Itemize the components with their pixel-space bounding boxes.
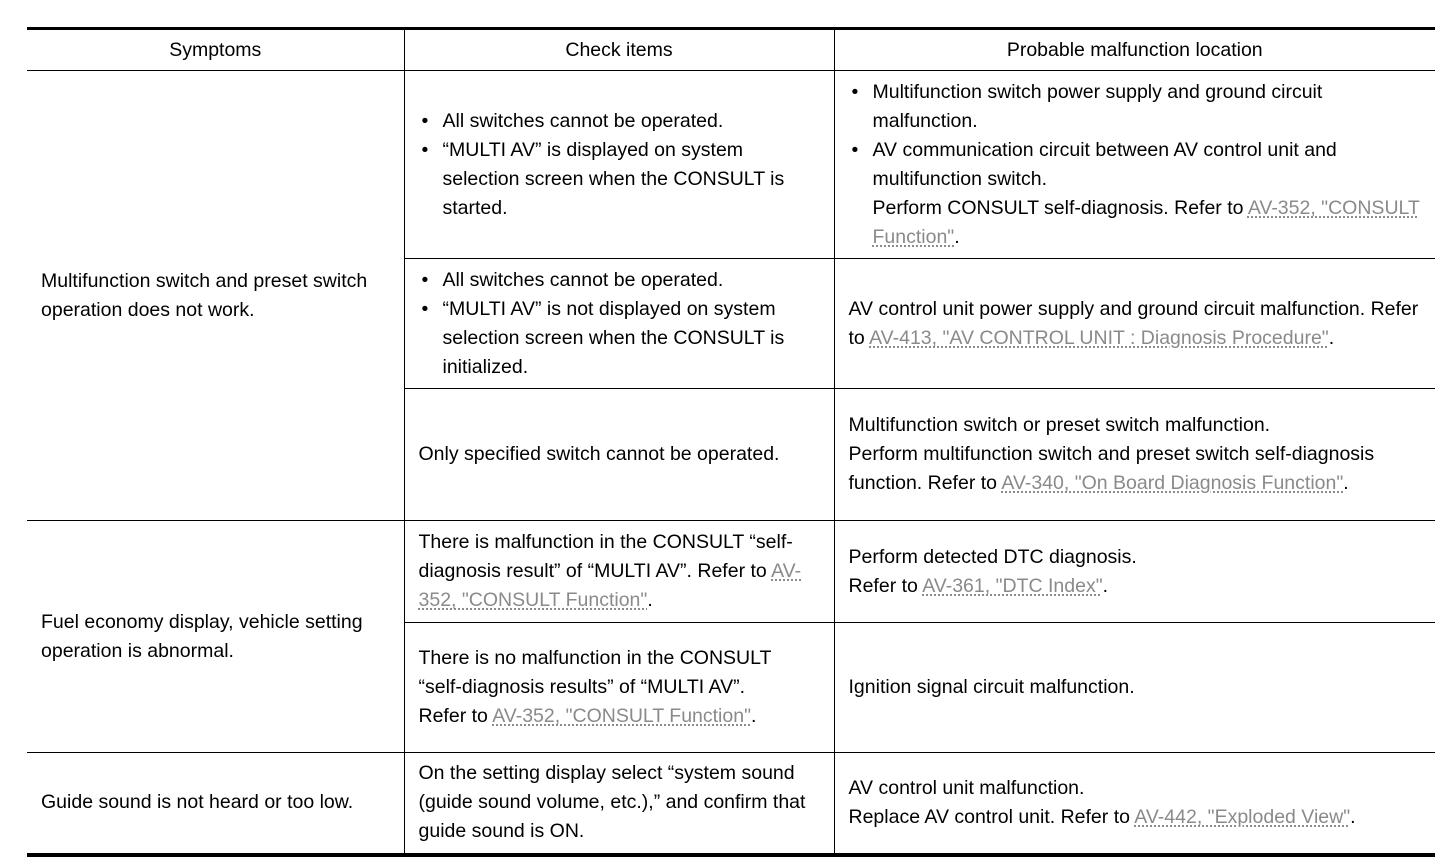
list-item xyxy=(849,136,1422,252)
symptom-cell: Multifunction switch and preset switch operation does not work. xyxy=(27,71,404,521)
header-probable-location: Probable malfunction location xyxy=(834,29,1435,71)
check-items-cell: Only specified switch cannot be operated. xyxy=(404,389,834,521)
check-text: There is no malfunction in the CONSULT “self-diagnosis results” of “MULTI AV”. xyxy=(418,647,772,698)
punctuation: . xyxy=(751,705,757,727)
reference-link[interactable]: AV-352, "CONSULT Function" xyxy=(872,196,1420,248)
reference-link[interactable]: AV-361, "DTC Index" xyxy=(922,574,1103,597)
location-cell xyxy=(834,521,1435,623)
check-items-cell: On the setting display select “system sound (guide sound volume, etc.),” and confirm that guide sound is ON. xyxy=(404,753,834,855)
table-row xyxy=(27,753,1435,855)
table-row xyxy=(27,71,1435,259)
list-item: • “MULTI AV” is displayed on system selection screen when the CONSULT is started. xyxy=(419,136,820,223)
check-text: There is malfunction in the CONSULT “self-diagnosis result” of “MULTI AV”. xyxy=(418,531,793,582)
location-text: AV control unit power supply and ground circuit malfunction. Refer to xyxy=(848,297,1419,349)
check-items-cell xyxy=(404,521,834,623)
check-items-cell xyxy=(404,623,834,753)
symptom-cell: Fuel economy display, vehicle setting operation is abnormal. xyxy=(27,521,404,753)
location-line: Perform detected DTC diagnosis. xyxy=(848,545,1137,568)
reference-link[interactable]: AV-442, "Exploded View" xyxy=(1134,805,1351,828)
symptom-cell: Guide sound is not heard or too low. xyxy=(27,753,404,855)
location-cell xyxy=(834,259,1435,389)
diagnosis-table xyxy=(27,27,1435,857)
location-list xyxy=(849,78,1422,252)
header-check-items: Check items xyxy=(404,29,834,71)
check-items-cell xyxy=(404,259,834,389)
list-item: • “MULTI AV” is not displayed on system selection screen when the CONSULT is initialized. xyxy=(419,295,820,382)
location-cell xyxy=(834,389,1435,521)
location-text: Replace AV control unit. Refer to xyxy=(848,805,1135,828)
punctuation: . xyxy=(647,589,653,611)
reference-link[interactable]: AV-352, "CONSULT Function" xyxy=(492,705,752,727)
header-symptoms: Symptoms xyxy=(27,29,404,71)
list-item: • All switches cannot be operated. xyxy=(419,266,820,295)
location-note xyxy=(873,194,1422,252)
punctuation: . xyxy=(1102,574,1109,597)
punctuation: . xyxy=(1350,805,1356,828)
check-items-cell xyxy=(404,71,834,259)
list-item-text: AV communication circuit between AV control unit and multifunction switch. xyxy=(872,138,1337,190)
check-items-list xyxy=(419,107,820,223)
refer-text: Refer to xyxy=(697,560,772,582)
list-item: • All switches cannot be operated. xyxy=(419,107,820,136)
punctuation: . xyxy=(954,225,960,248)
location-line: Multifunction switch or preset switch malfunction. xyxy=(848,414,1271,436)
check-refer xyxy=(419,702,820,731)
location-text: Perform multifunction switch and preset switch self-diagnosis function. Refer to xyxy=(848,443,1375,494)
location-text: Refer to xyxy=(848,574,923,597)
location-cell xyxy=(834,71,1435,259)
header-row xyxy=(27,29,1435,71)
refer-text: Refer to xyxy=(418,705,493,727)
punctuation: . xyxy=(1343,472,1349,494)
reference-link[interactable]: AV-340, "On Board Diagnosis Function" xyxy=(1001,472,1344,494)
location-line: AV control unit malfunction. xyxy=(848,776,1085,799)
location-text: Perform CONSULT self-diagnosis. Refer to xyxy=(872,196,1248,219)
table-row xyxy=(27,521,1435,623)
reference-link[interactable]: AV-413, "AV CONTROL UNIT : Diagnosis Procedure" xyxy=(869,326,1329,349)
location-cell xyxy=(834,753,1435,855)
reference-link[interactable]: AV-352, "CONSULT Function" xyxy=(418,560,802,611)
location-cell: Ignition signal circuit malfunction. xyxy=(834,623,1435,753)
list-item: • Multifunction switch power supply and ground circuit malfunction. xyxy=(849,78,1422,136)
check-items-list xyxy=(419,266,820,382)
punctuation: . xyxy=(1328,326,1335,349)
